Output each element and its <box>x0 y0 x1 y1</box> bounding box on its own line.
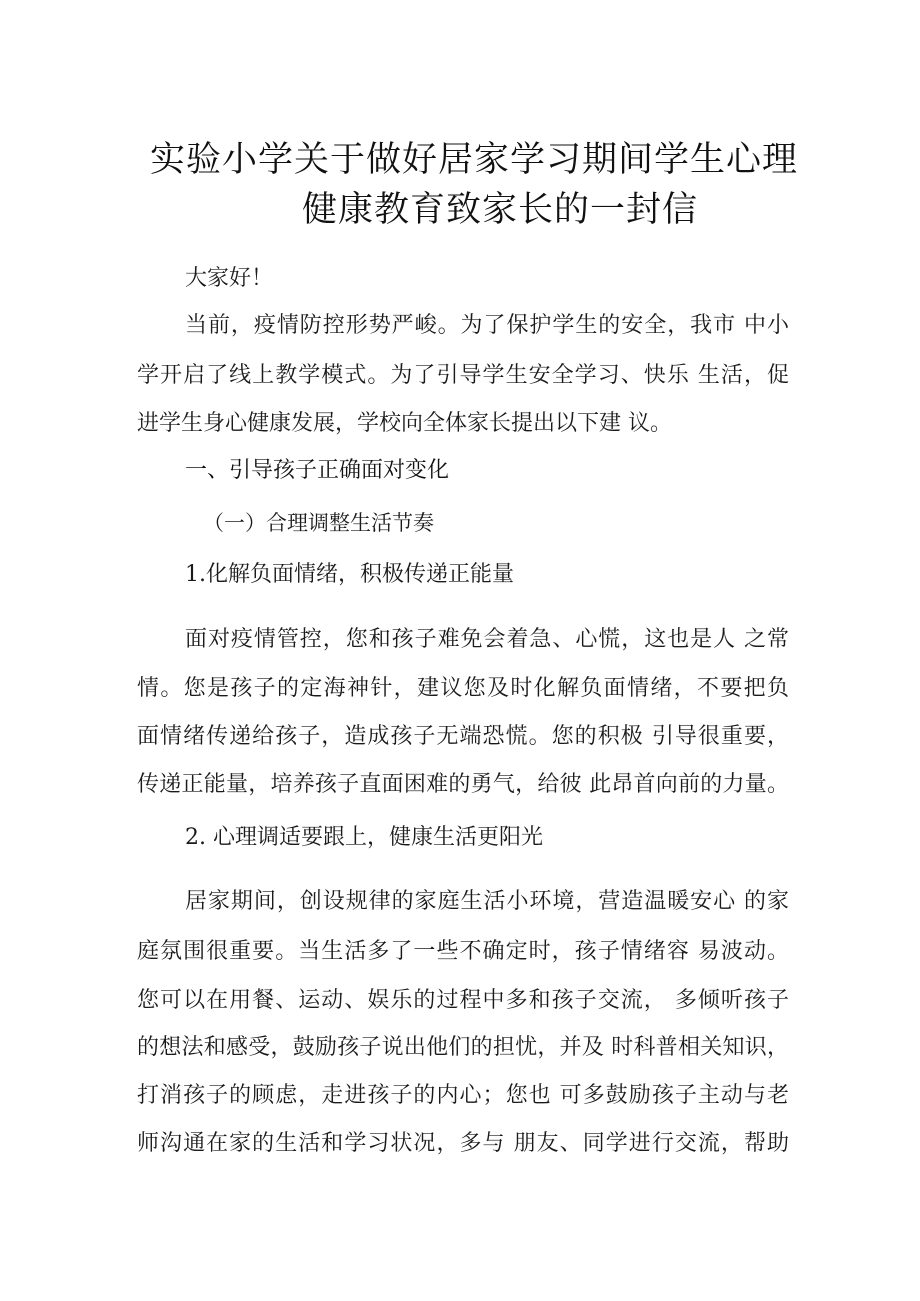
document-title-line-1: 实验小学关于做好居家学习期间学生心理 <box>150 140 799 180</box>
paragraph-line: 面情绪传递给孩子，造成孩子无端恐慌。您的积极 引导很重要， <box>137 724 789 749</box>
item-heading: 1.化解负面情绪，积极传递正能量 <box>185 562 514 587</box>
paragraph-line: 您可以在用餐、运动、娱乐的过程中多和孩子交流， 多倾听孩子 <box>137 988 789 1013</box>
section-heading: 一、引导孩子正确面对变化 <box>185 458 450 483</box>
subsection-heading: （一）合理调整生活节奏 <box>203 511 434 535</box>
intro-line: 当前，疫情防控形势严峻。为了保护学生的安全，我市 中小 <box>185 313 789 338</box>
intro-line: 学开启了线上教学模式。为了引导学生安全学习、快乐 生活，促 <box>137 363 789 388</box>
paragraph-line: 传递正能量，培养孩子直面困难的勇气，给彼 此昂首向前的力量。 <box>137 772 789 797</box>
paragraph-line: 庭氛围很重要。当生活多了一些不确定时，孩子情绪容 易波动。 <box>137 939 789 964</box>
paragraph-line: 师沟通在家的生活和学习状况，多与 朋友、同学进行交流，帮助 <box>137 1131 789 1156</box>
paragraph-line: 情。您是孩子的定海神针，建议您及时化解负面情绪，不要把负 <box>137 676 789 701</box>
paragraph-line: 居家期间，创设规律的家庭生活小环境，营造温暖安心 的家 <box>185 889 789 914</box>
paragraph-line: 打消孩子的顾虑，走进孩子的内心；您也 可多鼓励孩子主动与老 <box>137 1083 789 1108</box>
document-title-line-2: 健康教育致家长的一封信 <box>302 190 699 230</box>
paragraph-line: 面对疫情管控，您和孩子难免会着急、心慌，这也是人 之常 <box>185 627 789 652</box>
intro-line: 进学生身心健康发展，学校向全体家长提出以下建 议。 <box>137 411 672 436</box>
greeting: 大家好！ <box>185 266 274 291</box>
item-heading: 2. 心理调适要跟上，健康生活更阳光 <box>185 825 543 850</box>
paragraph-line: 的想法和感受，鼓励孩子说出他们的担忧，并及 时科普相关知识， <box>137 1035 789 1060</box>
